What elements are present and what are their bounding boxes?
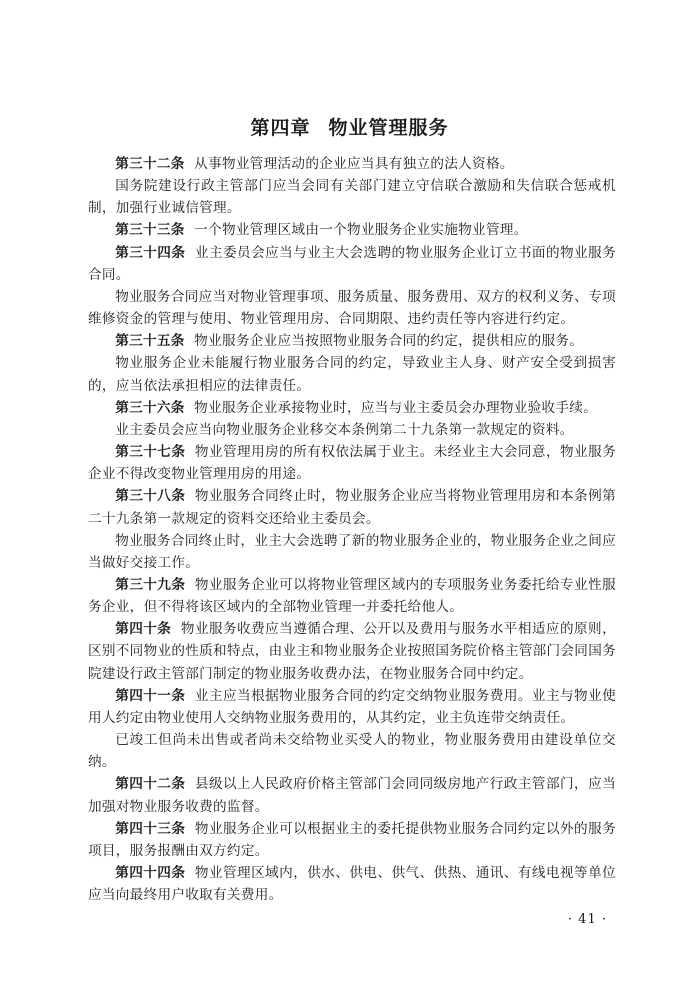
article-number: 第四十四条 (115, 865, 186, 881)
paragraph-text: 物业服务合同终止时，物业服务企业应当将物业管理用房和本条例第二十九条第一款规定的资料交还给业主委员会。 (88, 488, 617, 527)
paragraph (88, 419, 616, 441)
paragraph (88, 618, 616, 684)
paragraph (88, 685, 616, 729)
article-number: 第四十三条 (115, 820, 186, 837)
paragraph-text: 一个物业管理区域由一个物业服务企业实施物业管理。 (194, 222, 528, 239)
paragraph-text: 物业服务合同应当对物业管理事项、服务质量、服务费用、双方的权利义务、专项维修资金的管理与使用、物业管理用房、合同期限、违约责任等内容进行约定。 (88, 288, 616, 328)
paragraph-text: 物业服务企业可以根据业主的委托提供物业服务合同约定以外的服务项目，服务报酬由双方约定。 (88, 820, 617, 859)
paragraph-text: 县级以上人民政府价格主管部门会同同级房地产行政主管部门，应当加强对物业服务收费的监督。 (88, 776, 617, 815)
paragraph-text: 物业服务企业应当按照物业服务合同的约定，提供相应的服务。 (194, 333, 584, 350)
article-number: 第三十二条 (115, 156, 185, 172)
article-number: 第三十七条 (115, 444, 186, 461)
article-number: 第三十四条 (115, 244, 186, 261)
paragraph-text: 从事物业管理活动的企业应当具有独立的法人资格。 (194, 156, 514, 172)
chapter-label: 第四章 (250, 117, 311, 139)
paragraph (88, 286, 616, 330)
paragraph (88, 862, 616, 906)
paragraph (88, 574, 616, 618)
paragraph (88, 729, 616, 773)
article-number: 第三十九条 (115, 576, 186, 593)
chapter-name: 物业管理服务 (328, 117, 449, 139)
paragraph-text: 物业服务企业未能履行物业服务合同的约定，导致业主人身、财产安全受到损害的，应当依法承担相应的法律责任。 (88, 355, 616, 394)
paragraph (88, 485, 616, 529)
paragraph (88, 153, 616, 175)
paragraph (88, 175, 616, 219)
paragraph (88, 352, 616, 396)
paragraph (88, 242, 616, 286)
paragraph-text: 业主委员会应当与业主大会选聘的物业服务企业订立书面的物业服务合同。 (88, 244, 617, 283)
document-body (88, 153, 616, 906)
article-number: 第四十二条 (115, 776, 186, 793)
paragraph (88, 818, 616, 862)
paragraph-text: 物业管理区域内，供水、供电、供气、供热、通讯、有线电视等单位应当向最终用户收取有关费用。 (88, 865, 617, 904)
article-number: 第三十五条 (115, 333, 185, 350)
paragraph-text: 物业服务企业可以将物业管理区域内的专项服务业务委托给专业性服务企业，但不得将该区域内的全部物业管理一并委托给他人。 (88, 576, 617, 616)
article-number: 第三十六条 (115, 399, 185, 416)
page-number: · 41 · (567, 912, 607, 927)
paragraph-text: 物业管理用房的所有权依法属于业主。未经业主大会同意，物业服务企业不得改变物业管理用房的用途。 (88, 444, 617, 483)
paragraph-text: 国务院建设行政主管部门应当会同有关部门建立守信联合激励和失信联合惩戒机制，加强行业诚信管理。 (88, 178, 616, 217)
paragraph (88, 330, 616, 352)
paragraph (88, 530, 616, 574)
paragraph-text: 业主应当根据物业服务合同的约定交纳物业服务费用。业主与物业使用人约定由物业使用人交纳物业服务费用的，从其约定，业主负连带交纳责任。 (88, 687, 617, 726)
paragraph-text: 物业服务企业承接物业时，应当与业主委员会办理物业验收手续。 (194, 399, 598, 416)
paragraph-text: 物业服务合同终止时，业主大会选聘了新的物业服务企业的，物业服务企业之间应当做好交接工作。 (88, 532, 616, 571)
paragraph-text: 业主委员会应当向物业服务企业移交本条例第二十九条第一款规定的资料。 (115, 421, 574, 438)
article-number: 第四十一条 (115, 687, 186, 704)
paragraph (88, 773, 616, 817)
paragraph (88, 219, 616, 241)
chapter-title (0, 113, 699, 140)
paragraph-text: 已竣工但尚未出售或者尚未交给物业买受人的物业，物业服务费用由建设单位交纳。 (88, 732, 616, 771)
paragraph (88, 397, 616, 419)
article-number: 第三十三条 (115, 222, 185, 239)
paragraph (88, 441, 616, 485)
paragraph-text: 物业服务收费应当遵循合理、公开以及费用与服务水平相适应的原则，区别不同物业的性质和特点，由业主和物业服务企业按照国务院价格主管部门会同国务院建设行政主管部门制定的物业服务收费办法，在物业服务合同中约定。 (88, 621, 616, 682)
article-number: 第四十条 (115, 621, 172, 638)
article-number: 第三十八条 (115, 488, 186, 505)
